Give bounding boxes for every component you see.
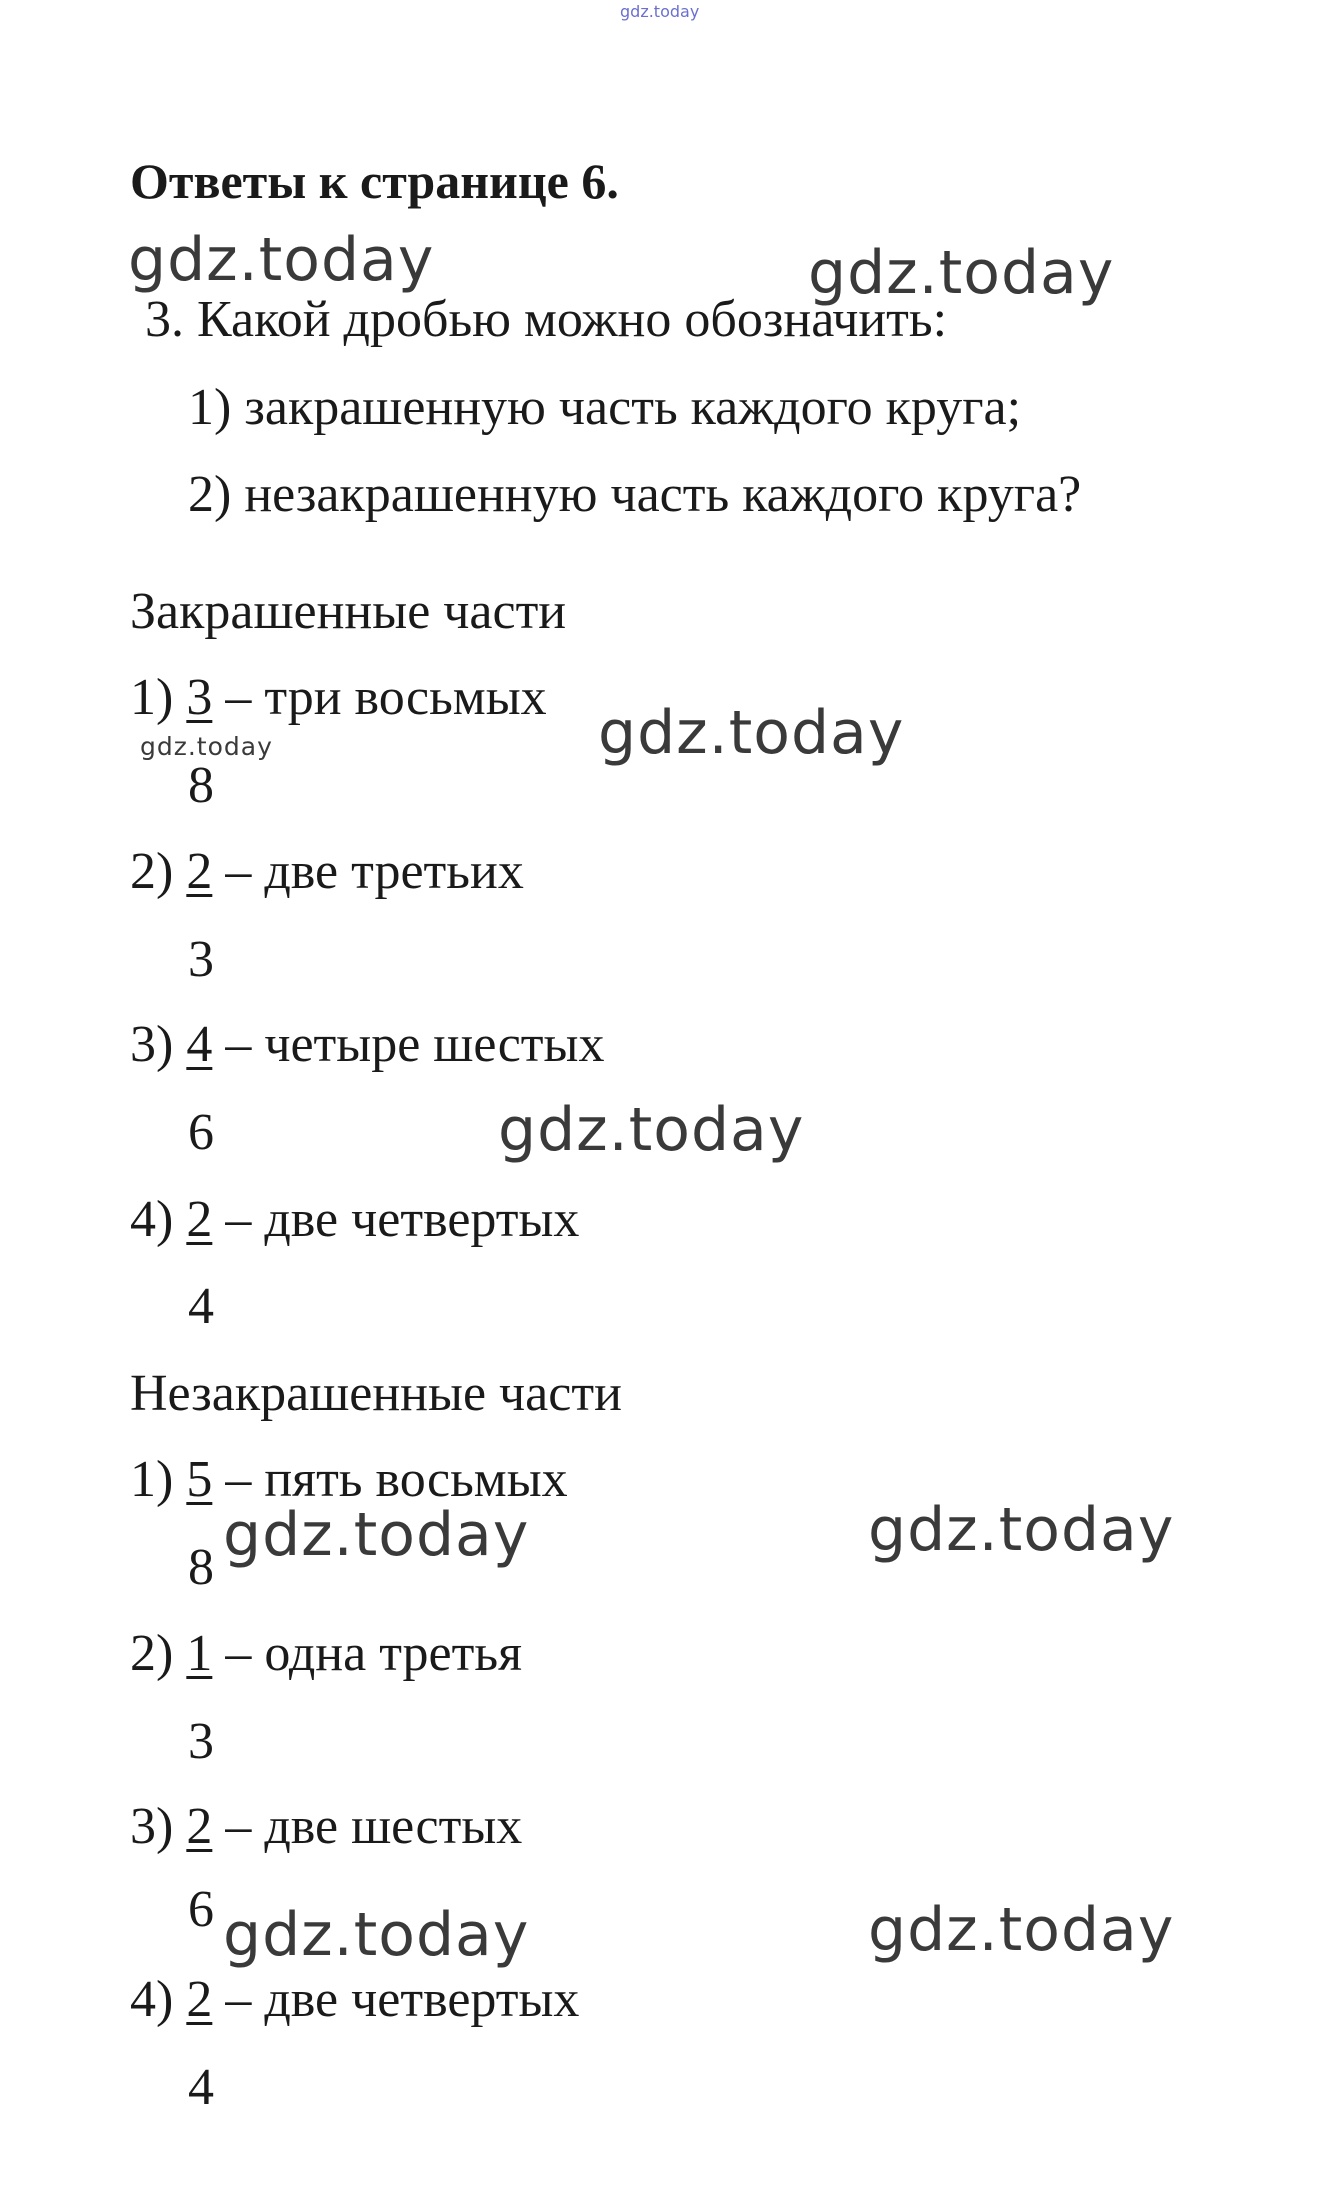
- watermark-3: gdz.today: [140, 732, 273, 761]
- fraction-denominator: 3: [188, 931, 214, 988]
- fraction-numerator: 2: [186, 1191, 213, 1248]
- fraction-denominator: 8: [188, 757, 214, 814]
- fraction-denominator: 6: [188, 1104, 214, 1161]
- fraction-numerator: 2: [186, 843, 213, 900]
- watermark-4: gdz.today: [598, 698, 905, 768]
- watermark-6: gdz.today: [223, 1500, 530, 1570]
- unshaded-item-2: [130, 1624, 522, 1683]
- fraction-denominator: 3: [188, 1713, 214, 1770]
- item-prefix: 4): [130, 1971, 174, 2028]
- question-main: 3. Какой дробью можно обозначить:: [145, 291, 948, 348]
- item-text: – две четвертых: [225, 1191, 580, 1248]
- item-prefix: 1): [130, 669, 174, 726]
- shaded-item-2: [130, 842, 524, 901]
- watermark-7: gdz.today: [868, 1495, 1175, 1565]
- fraction-denominator: 4: [188, 2059, 214, 2116]
- question-sub-2: 2) незакрашенную часть каждого круга?: [188, 466, 1082, 523]
- watermark-top: gdz.today: [620, 2, 700, 21]
- item-text: – две третьих: [225, 843, 524, 900]
- fraction-numerator: 4: [186, 1016, 213, 1073]
- shaded-item-1: [130, 668, 547, 727]
- item-text: – четыре шестых: [225, 1016, 605, 1073]
- fraction-numerator: 1: [186, 1625, 213, 1682]
- item-prefix: 2): [130, 843, 174, 900]
- watermark-1: gdz.today: [128, 225, 435, 295]
- question-sub-1: 1) закрашенную часть каждого круга;: [188, 379, 1022, 436]
- unshaded-header: Незакрашенные части: [130, 1365, 622, 1422]
- unshaded-item-4: [130, 1970, 579, 2029]
- item-prefix: 4): [130, 1191, 174, 1248]
- shaded-item-4: [130, 1190, 579, 1249]
- watermark-9: gdz.today: [868, 1895, 1175, 1965]
- watermark-8: gdz.today: [223, 1900, 530, 1970]
- item-text: – одна третья: [225, 1625, 522, 1682]
- item-prefix: 1): [130, 1451, 174, 1508]
- item-text: – две четвертых: [225, 1971, 580, 2028]
- fraction-denominator: 6: [188, 1881, 214, 1938]
- item-prefix: 2): [130, 1625, 174, 1682]
- item-text: – две шестых: [225, 1798, 523, 1855]
- shaded-header: Закрашенные части: [130, 583, 567, 640]
- fraction-numerator: 3: [186, 669, 213, 726]
- fraction-numerator: 5: [186, 1451, 213, 1508]
- fraction-denominator: 8: [188, 1539, 214, 1596]
- item-prefix: 3): [130, 1798, 174, 1855]
- fraction-denominator: 4: [188, 1278, 214, 1335]
- unshaded-item-3: [130, 1797, 522, 1856]
- watermark-2: gdz.today: [808, 238, 1115, 308]
- item-text: – пять восьмых: [225, 1451, 568, 1508]
- fraction-numerator: 2: [186, 1798, 213, 1855]
- fraction-numerator: 2: [186, 1971, 213, 2028]
- item-prefix: 3): [130, 1016, 174, 1073]
- page-title: Ответы к странице 6.: [130, 153, 619, 209]
- shaded-item-3: [130, 1015, 604, 1074]
- watermark-5: gdz.today: [498, 1095, 805, 1165]
- item-text: – три восьмых: [225, 669, 547, 726]
